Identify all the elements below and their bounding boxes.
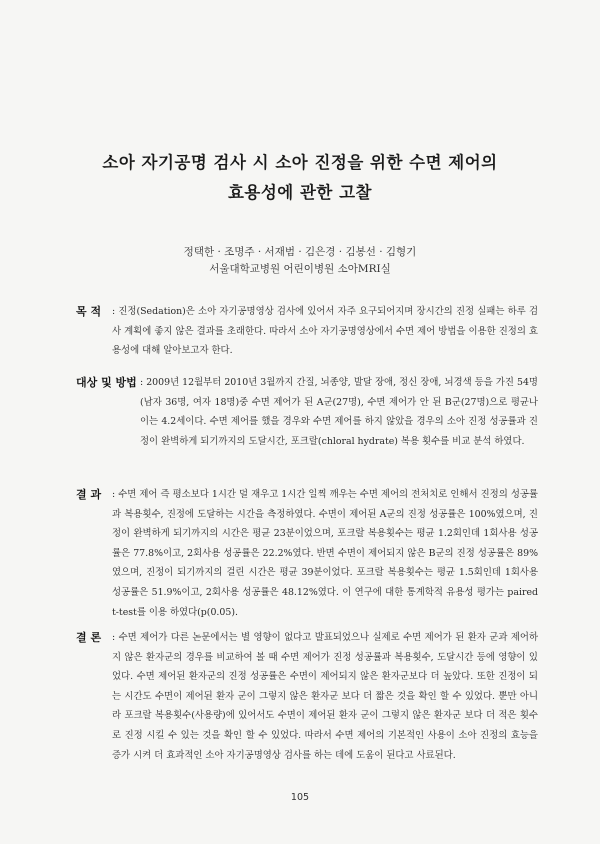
title-line-2: 효용성에 관한 고찰 bbox=[227, 183, 372, 202]
section-text-results: : 수면 제어 즉 평소보다 1시간 덜 재우고 1시간 일찍 깨우는 수면 제어의 전처치로 인해서 진정의 성공률과 복용횟수, 진정에 도달하는 시간을 측정하였다. 수면이 제어된 A군의 진정 성공률은 100%였으며, 진정이 완벽하게 되기까지의 시간은 평균 23분이었으며, 포크랄 복용횟수는 평균 1.2회인데 1회사용 성공률은 77.8%이고, 2회사용 성공률은 22.2%였다. 반면 수면이 제어되지 않은 B군의 진정 성공률은 89%였으며, 진정이 되기까지의 걸린 시간은 평균 39분이었다. 포크랄 복용횟수는 평균 1.5회인데 1회사용 성공률은 51.9%이고, 2회사용 성공률은 48.12%였다. 이 연구에 대한 통계학적 유용성 평가는 paired t-test를 이용 하였다(p(0.05). bbox=[112, 489, 538, 618]
section-purpose bbox=[76, 302, 538, 361]
author-names: 정택한 · 조명주 · 서재범 · 김은경 · 김봉선 · 김형기 bbox=[183, 246, 417, 258]
section-conclusion bbox=[76, 628, 538, 765]
author-block bbox=[0, 244, 600, 278]
paper-title bbox=[60, 148, 540, 208]
author-affiliation: 서울대학교병원 어린이병원 소아MRI실 bbox=[209, 263, 391, 275]
section-label-methods: 대상 및 방법 bbox=[76, 376, 137, 389]
section-text-conclusion: : 수면 제어가 다른 논문에서는 별 영향이 없다고 발표되었으나 실제로 수면 제어가 된 환자 군과 제어하지 않은 환자군의 경우를 비교하여 볼 때 수면 제어가 진정 성공률과 복용횟수, 도달시간 등에 영향이 있었다. 수면 제어된 환자군의 진정 성공률은 수면이 제어되지 않은 환자군보다 더 높았다. 또한 진정이 되는 시간도 수면이 제어된 환자 군이 그렇지 않은 환자군 보다 더 짧은 것을 확인 할 수 있었다. 뿐만 아니라 포크랄 복용횟수(사용량)에 있어서도 수면이 제어된 환자 군이 그렇지 않은 환자군 보다 더 적은 횟수로 진정 시킬 수 있는 것을 확인 할 수 있었다. 따라서 수면 제어의 기본적인 사용이 소아 진정의 효능을 증가 시켜 더 효과적인 소아 자기공명영상 검사를 하는 데에 도움이 된다고 사료된다. bbox=[112, 632, 538, 761]
section-text-methods: : 2009년 12월부터 2010년 3월까지 간질, 뇌종양, 발달 장애, 정신 장애, 뇌경색 등을 가진 54명(남자 36명, 여자 18명)중 수면 제어가 된 A군(27명), 수면 제어가 안 된 B군(27명)으로 평균나이는 4.2세이다. 수면 제어를 했을 경우와 수면 제어를 하지 않았을 경우의 소아 진정 성공률과 진정이 완벽하게 되기까지의 도달시간, 포크랄(chloral hydrate) 복용 횟수를 비교 분석 하였다. bbox=[140, 377, 538, 447]
section-label-conclusion: 결 론 bbox=[76, 631, 102, 644]
section-label-purpose: 목 적 bbox=[76, 305, 102, 318]
section-results bbox=[76, 485, 538, 622]
section-text-purpose: : 진정(Sedation)은 소아 자기공명영상 검사에 있어서 자주 요구되어지며 장시간의 진정 실패는 하루 검사 계획에 좋지 않은 결과를 초래한다. 따라서 소아 자기공명영상에서 수면 제어 방법을 이용한 진정의 효용성에 대해 알아보고자 한다. bbox=[112, 306, 538, 357]
title-line-1: 소아 자기공명 검사 시 소아 진정을 위한 수면 제어의 bbox=[102, 153, 498, 172]
section-methods bbox=[76, 373, 538, 451]
page-number: 105 bbox=[290, 792, 310, 803]
section-label-results: 결 과 bbox=[76, 488, 102, 501]
